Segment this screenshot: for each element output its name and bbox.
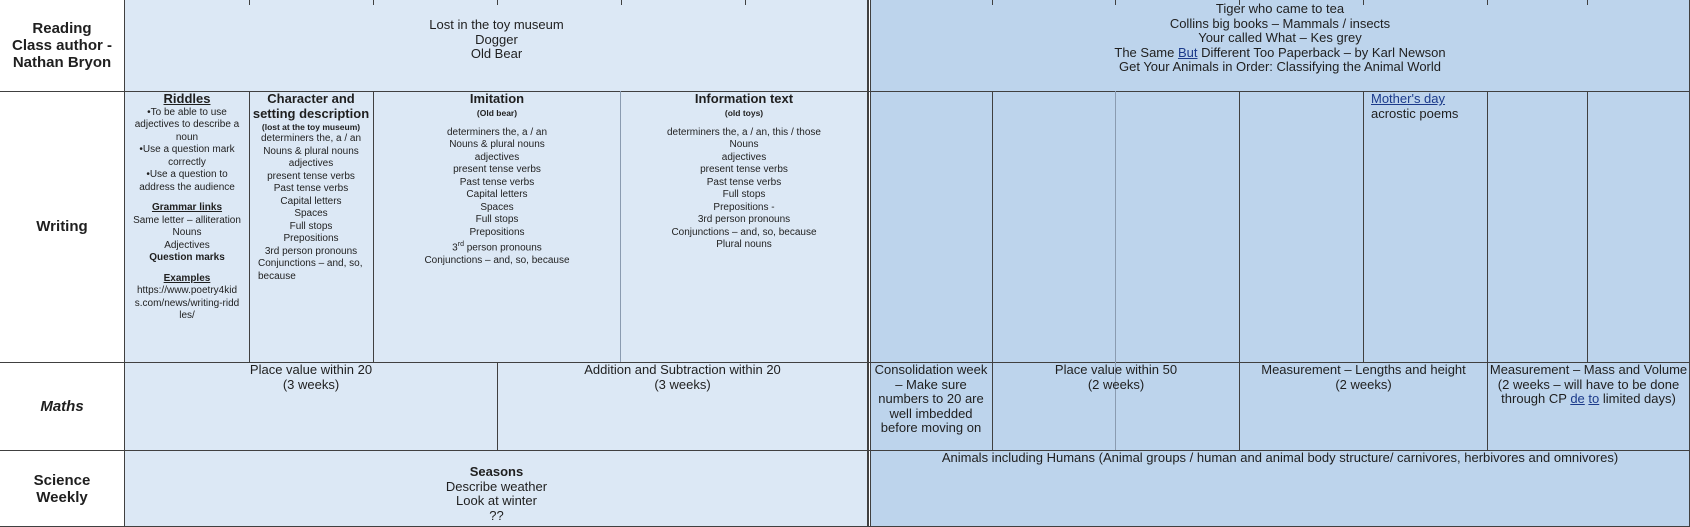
- character-item: Past tense verbs: [273, 183, 349, 194]
- imitation-item: present tense verbs: [453, 164, 541, 175]
- book-title: Lost in the toy museum: [429, 17, 564, 32]
- character-title: Character and setting description: [252, 91, 370, 121]
- grid-line: [867, 0, 869, 527]
- science-item: Describe weather: [445, 478, 548, 494]
- maths-weeks: (3 weeks): [282, 376, 340, 392]
- grid-line: [1487, 362, 1488, 450]
- writing-label: Writing: [0, 91, 124, 362]
- maths-consolidation: [872, 363, 990, 449]
- character-item: present tense verbs: [267, 170, 355, 182]
- information-subtitle: (old toys): [724, 107, 764, 118]
- imitation-subtitle: (Old bear): [476, 107, 518, 118]
- text-fragment: The Same: [1114, 44, 1178, 60]
- science-seasons: [125, 465, 868, 523]
- information-block: [621, 92, 867, 252]
- character-item: Conjunctions – and, so, because: [258, 258, 363, 282]
- text-fragment: (2 weeks – will have to be done through CP: [1497, 376, 1680, 406]
- maths-topic: Place value within 20: [249, 362, 373, 377]
- maths-topic: Consolidation week – Make sure numbers to 20 are well imbedded before moving on: [874, 363, 988, 435]
- maths-topic: Place value within 50: [1054, 362, 1178, 377]
- information-item: Nouns: [729, 139, 759, 150]
- character-item: determiners the, a / an: [260, 133, 362, 144]
- character-subtitle: (lost at the toy museum): [261, 122, 361, 132]
- information-title: Information text: [694, 91, 794, 106]
- book-title: Old Bear: [470, 46, 523, 61]
- mothers-day-link[interactable]: Mother's day: [1371, 91, 1446, 106]
- text-fragment: Different Too Paperback – by Karl Newson: [1197, 44, 1446, 60]
- text-fragment: 3: [452, 242, 458, 254]
- science-animals: [870, 451, 1690, 466]
- book-title: Your called What – Kes grey: [1198, 30, 1362, 45]
- imitation-item: Prepositions: [469, 226, 525, 238]
- imitation-item: Capital letters: [466, 189, 528, 200]
- imitation-item: adjectives: [474, 151, 520, 163]
- maths-weeks: (3 weeks): [654, 376, 711, 392]
- riddles-bullet: •Use a question mark correctly: [139, 144, 235, 168]
- superscript: rd: [457, 241, 464, 248]
- information-item: Conjunctions – and, so, because: [671, 226, 817, 238]
- maths-topic: Addition and Subtraction within 20: [584, 362, 781, 377]
- book-title-same-but: [870, 46, 1690, 61]
- science-label: Science Weekly: [0, 450, 124, 527]
- maths-measure-length: [1240, 363, 1487, 392]
- riddles-block: [130, 92, 244, 323]
- maths-measure-mass: [1489, 363, 1688, 407]
- grid-line: [1587, 91, 1588, 362]
- maths-label: Maths: [0, 362, 124, 450]
- grid-line: [1239, 91, 1240, 362]
- mothers-day-block: [1371, 92, 1485, 121]
- acrostic-poems: acrostic poems: [1371, 105, 1459, 121]
- example-link[interactable]: https://www.poetry4kids.com/news/writing-riddles/: [134, 285, 240, 321]
- character-item: 3rd person pronouns: [264, 245, 358, 257]
- science-topic: Animals including Humans (Animal groups / human and animal body structure/ carnivores, herbivores and omnivores): [941, 450, 1619, 465]
- maths-addsub: [498, 363, 867, 392]
- maths-pv20: [125, 363, 497, 392]
- information-item: Prepositions -: [713, 201, 775, 213]
- maths-pv50: [993, 363, 1239, 392]
- information-item: Plural nouns: [716, 239, 772, 250]
- grid-line: [249, 91, 250, 362]
- grammar-item: Adjectives: [164, 239, 210, 251]
- grid-line: [249, 0, 250, 5]
- imitation-item: Spaces: [480, 201, 514, 213]
- reading-label: Reading Class author - Nathan Bryon: [0, 0, 124, 91]
- book-title: Dogger: [475, 31, 518, 47]
- riddles-title: Riddles: [163, 91, 211, 106]
- examples-title: Examples: [163, 272, 211, 284]
- imitation-item: [374, 239, 620, 255]
- maths-weeks: (2 weeks): [1335, 376, 1392, 392]
- grid-line: [621, 0, 622, 5]
- information-item: determiners the, a / an, this / those: [667, 126, 821, 138]
- information-item: present tense verbs: [700, 164, 788, 175]
- imitation-block: [374, 92, 620, 267]
- information-item: adjectives: [721, 151, 767, 163]
- grid-line: [1115, 91, 1116, 362]
- imitation-item: Conjunctions – and, so, because: [424, 254, 570, 266]
- imitation-item: Past tense verbs: [459, 176, 535, 188]
- information-item: 3rd person pronouns: [697, 214, 791, 225]
- grid-line: [124, 0, 125, 527]
- information-item: Past tense verbs: [706, 176, 782, 188]
- grid-line: [745, 0, 746, 5]
- character-item: Full stops: [289, 220, 333, 232]
- seasons-title: Seasons: [469, 464, 524, 479]
- imitation-title: Imitation: [469, 91, 525, 106]
- grammar-item: Nouns: [172, 227, 202, 238]
- link-de[interactable]: de: [1570, 391, 1585, 406]
- link-to[interactable]: to: [1588, 391, 1600, 406]
- science-item: Look at winter: [456, 493, 537, 508]
- maths-weeks: [1489, 378, 1688, 407]
- reading-left-books: [125, 18, 868, 62]
- character-item: Spaces: [294, 208, 328, 219]
- question-marks: Question marks: [149, 252, 225, 263]
- grid-line: [1363, 91, 1364, 362]
- grammar-links-title: Grammar links: [151, 202, 223, 213]
- science-item: ??: [489, 507, 504, 523]
- grid-line: [992, 91, 993, 362]
- maths-topic: Measurement – Mass and Volume: [1489, 362, 1688, 377]
- link-but[interactable]: But: [1177, 44, 1198, 60]
- book-title: Tiger who came to tea: [1215, 1, 1345, 16]
- text-fragment: person pronouns: [463, 242, 542, 254]
- grid-line: [1487, 91, 1488, 362]
- character-item: Prepositions: [283, 233, 339, 244]
- grid-line: [870, 0, 871, 527]
- imitation-item: Nouns & plural nouns: [449, 139, 545, 150]
- imitation-item: determiners the, a / an: [446, 126, 548, 138]
- information-item: Full stops: [722, 189, 766, 200]
- reading-right-books: [870, 2, 1690, 75]
- imitation-item: Full stops: [475, 214, 519, 225]
- grammar-item: Same letter – alliteration: [133, 214, 241, 226]
- character-item: adjectives: [288, 158, 334, 169]
- maths-weeks: (2 weeks): [1087, 376, 1145, 392]
- text-fragment: limited days): [1599, 391, 1676, 406]
- riddles-bullet: •Use a question to address the audience: [139, 169, 235, 193]
- grid-line: [497, 0, 498, 5]
- book-title: Get Your Animals in Order: Classifying the Animal World: [1118, 59, 1442, 74]
- writing-right-cell: [870, 91, 1690, 362]
- character-item: Nouns & plural nouns: [263, 145, 359, 157]
- riddles-bullet: •To be able to use adjectives to describe a noun: [134, 106, 240, 143]
- character-block: [252, 92, 370, 283]
- character-item: Capital letters: [280, 195, 342, 207]
- grid-line: [373, 0, 374, 5]
- book-title: Collins big books – Mammals / insects: [1169, 15, 1391, 31]
- maths-topic: Measurement – Lengths and height: [1261, 362, 1466, 377]
